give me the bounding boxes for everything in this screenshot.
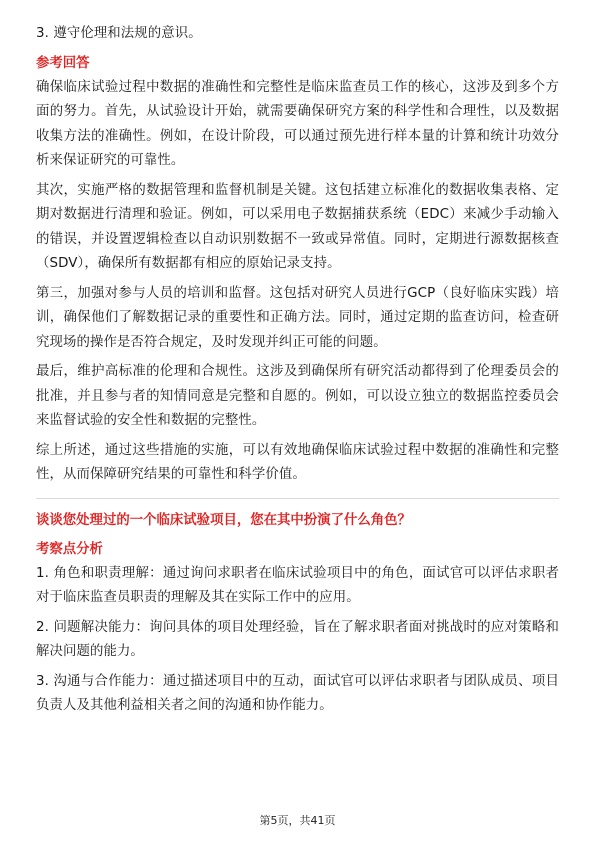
paragraph: 综上所述，通过这些措施的实施，可以有效地确保临床试验过程中数据的准确性和完整性，从而保障研究结果的可靠性和科学价值。	[36, 442, 559, 482]
page-number: 第5页，共41页	[259, 814, 336, 827]
list-item: 3. 沟通与合作能力：通过描述项目中的互动，面试官可以评估求职者与团队成员、项目负责人及其他利益相关者之间的沟通和协作能力。	[36, 673, 559, 713]
list-item: 2. 问题解决能力：询问具体的项目处理经验，旨在了解求职者面对挑战时的应对策略和解决问题的能力。	[36, 619, 559, 659]
list-item: 3. 遵守伦理和法规的意识。	[36, 26, 202, 41]
paragraph: 第三，加强对参与人员的培训和监督。这包括对研究人员进行GCP（良好临床实践）培训，确保他们了解数据记录的重要性和正确方法。同时，通过定期的监查访问，检查研究现场的操作是否符合规定，及时发现并纠正可能的问题。	[36, 285, 559, 350]
answer-heading: 参考回答	[36, 55, 90, 71]
list-item: 1. 角色和职责理解：通过询问求职者在临床试验项目中的角色，面试官可以评估求职者对于临床监查员职责的理解及其在实际工作中的应用。	[36, 565, 559, 605]
analysis-heading: 考察点分析	[36, 541, 103, 557]
paragraph: 确保临床试验过程中数据的准确性和完整性是临床监查员工作的核心，这涉及到多个方面的努力。首先，从试验设计开始，就需要确保研究方案的科学性和合理性，以及数据收集方法的准确性。例如，在设计阶段，可以通过预先进行样本量的计算和统计功效分析来保证研究的可靠性。	[36, 79, 559, 168]
paragraph: 其次，实施严格的数据管理和监督机制是关键。这包括建立标准化的数据收集表格、定期对数据进行清理和验证。例如，可以采用电子数据捕获系统（EDC）来减少手动输入的错误，并设置逻辑检查以自动识别数据不一致或异常值。同时，定期进行源数据核查（SDV），确保所有数据都有相应的原始记录支持。	[36, 182, 559, 271]
question-heading: 谈谈您处理过的一个临床试验项目，您在其中扮演了什么角色？	[36, 512, 411, 528]
document-page	[36, 0, 559, 719]
paragraph: 最后，维护高标准的伦理和合规性。这涉及到确保所有研究活动都得到了伦理委员会的批准，并且参与者的知情同意是完整和自愿的。例如，可以设立独立的数据监控委员会来监督试验的安全性和数据的完整性。	[36, 364, 559, 428]
section-divider	[36, 498, 559, 499]
